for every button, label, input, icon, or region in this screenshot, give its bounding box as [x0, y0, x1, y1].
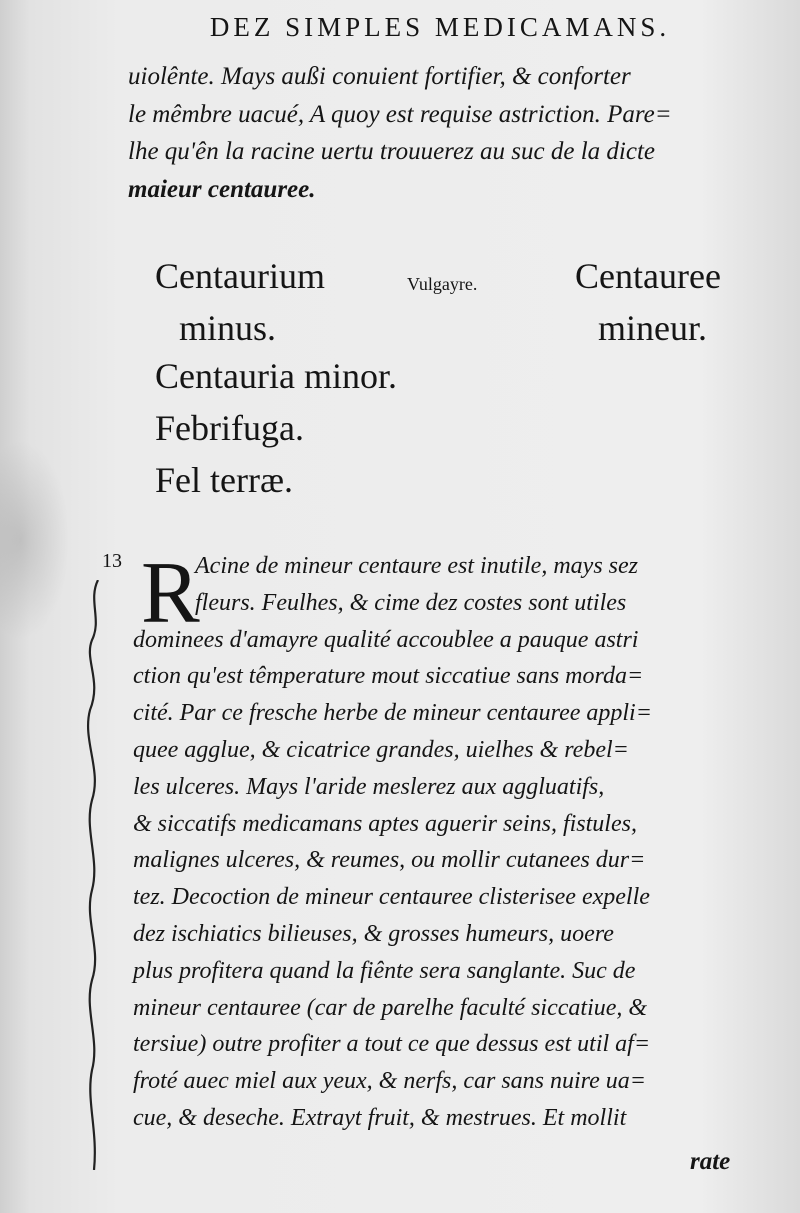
paper-stain [0, 440, 70, 640]
latin-name: Centaurium [155, 256, 325, 296]
intro-paragraph [128, 58, 768, 208]
body-line: dez ischiatics bilieuses, & grosses humeurs, uoere [133, 920, 614, 947]
body-line: Acine de mineur centaure est inutile, mays sez [195, 553, 638, 579]
body-line: plus profitera quand la fiênte sera sanglante. Suc de [133, 957, 636, 984]
french-name: mineur. [598, 308, 707, 348]
catchword: rate [690, 1148, 731, 1175]
body-line: les ulceres. Mays l'aride meslerez aux aggluatifs, [133, 773, 605, 800]
body-line: froté auec miel aux yeux, & nerfs, car sans nuire ua= [133, 1068, 646, 1095]
intro-line: maieur centauree. [128, 175, 316, 203]
latin-name: minus. [179, 308, 277, 348]
intro-line: lhe qu'ên la racine uertu trouuerez au suc de la dicte [128, 138, 655, 165]
body-line: ction qu'est têmperature mout siccatiue sans morda= [133, 663, 644, 690]
margin-brace-mark [80, 580, 110, 1170]
body-line: tez. Decoction de mineur centauree clisterisee expelle [133, 884, 650, 911]
section-body [133, 545, 773, 1137]
body-line: cité. Par ce fresche herbe de mineur centauree appli= [133, 700, 652, 727]
body-line: cue, & deseche. Extrayt fruit, & mestrues. Et mollit [133, 1104, 627, 1131]
latin-name: Fel terræ. [155, 460, 293, 500]
intro-line: uiolênte. Mays außi conuient fortifier, & conforter [128, 63, 631, 90]
drop-cap: R [141, 545, 200, 642]
body-line: mineur centauree (car de parelhe faculté siccatiue, & [133, 994, 648, 1021]
latin-name: Febrifuga. [155, 408, 304, 448]
plant-names-block [155, 250, 755, 510]
body-line: fleurs. Feulhes, & cime dez costes sont utiles [195, 589, 627, 616]
running-title: DEZ SIMPLES MEDICAMANS. [209, 12, 671, 42]
body-line: tersiue) outre profiter a tout ce que dessus est util af= [133, 1031, 651, 1058]
latin-name: Centauria minor. [155, 356, 397, 396]
margin-number: 13 [102, 550, 122, 572]
body-line: malignes ulceres, & reumes, ou mollir cutanees dur= [133, 847, 646, 874]
french-name: Centauree [575, 256, 721, 296]
body-line: dominees d'amayre qualité accoublee a pauque astri [133, 626, 639, 653]
body-line: quee agglue, & cicatrice grandes, uielhes & rebel= [133, 736, 629, 763]
body-line: & siccatifs medicamans aptes aguerir seins, fistules, [133, 810, 637, 837]
vulgar-label: Vulgayre. [407, 274, 478, 294]
intro-line: le mêmbre uacué, A quoy est requise astriction. Pare= [128, 100, 672, 128]
